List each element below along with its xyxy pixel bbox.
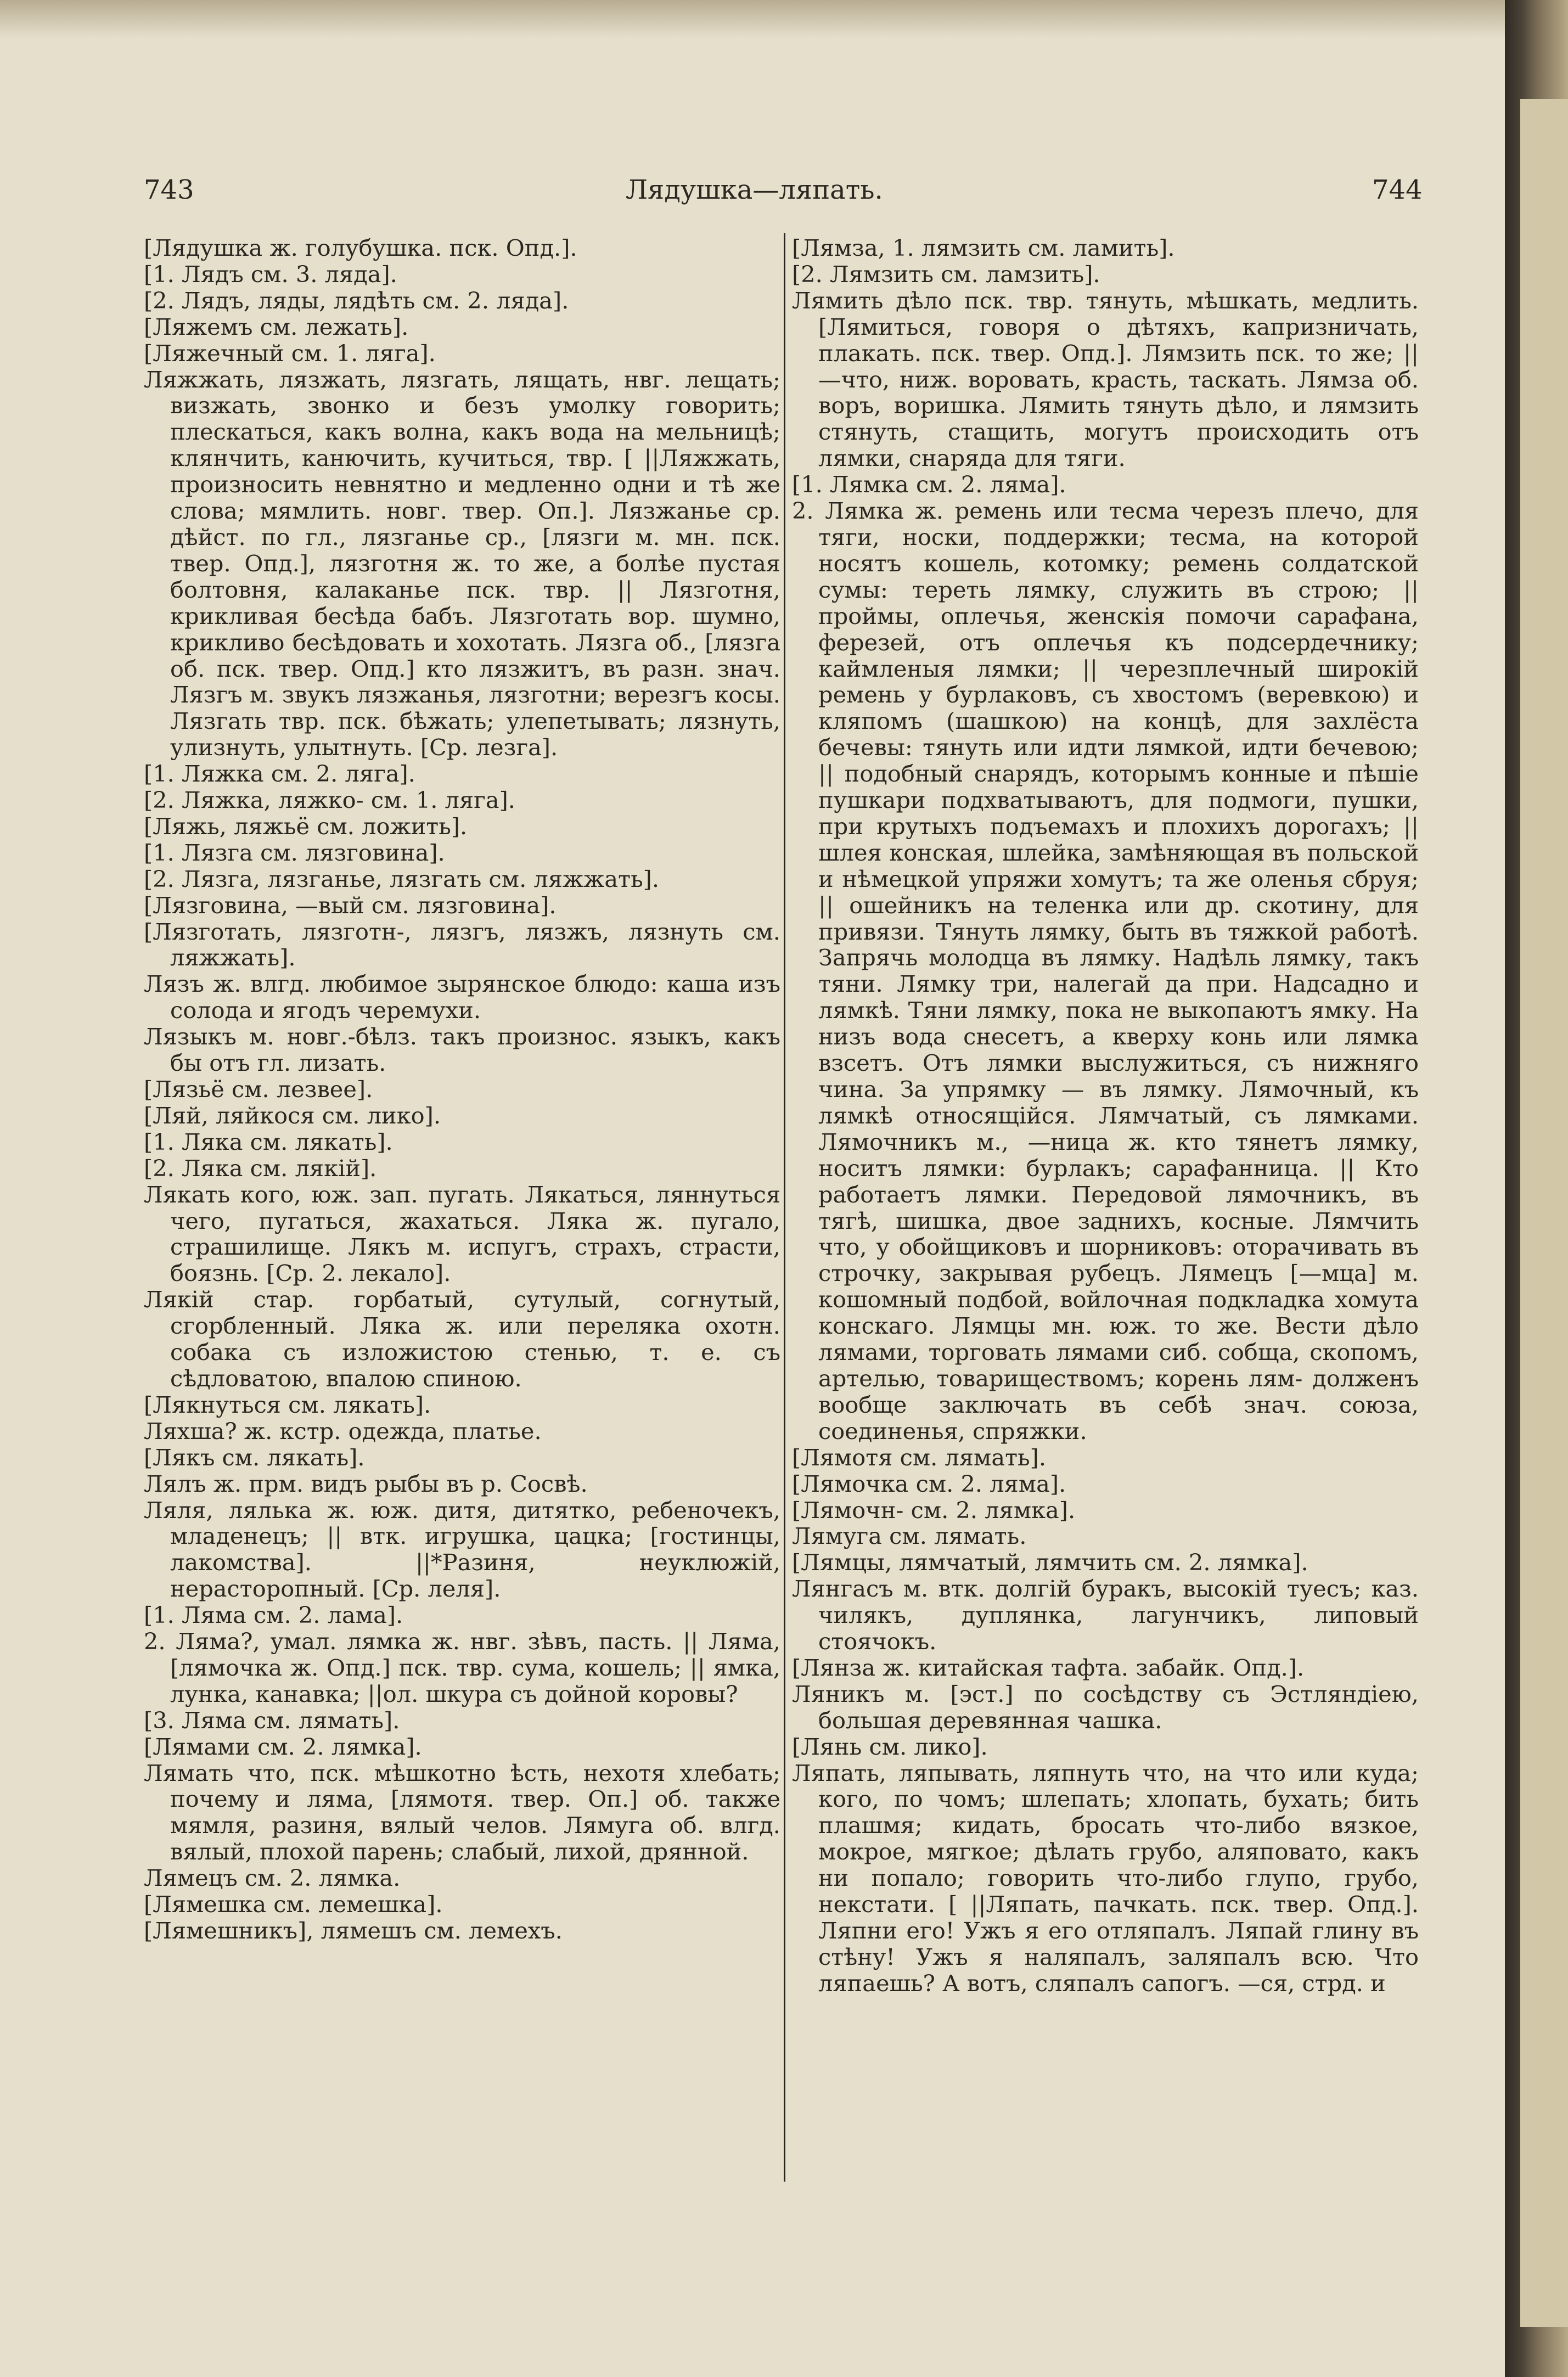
dictionary-entry: [Лямешникъ], лямешъ см. лемехъ. <box>144 1917 563 1944</box>
page-number-right: 744 <box>1372 175 1423 205</box>
dictionary-entry: Лякій стар. горбатый, сутулый, согнутый, сгорбленный. Ляка ж. или переляка охотн. собака съ изложистою стенью, т. е. съ сѣдловатою, впалою спиною. <box>144 1286 780 1392</box>
dictionary-entry: [1. Лямка см. 2. ляма]. <box>792 471 1066 498</box>
dictionary-entry: [Лязготать, лязготн-, лязгъ, лязжъ, лязнуть см. ляжжать]. <box>144 918 780 971</box>
dictionary-entry: 2. Ляма?, умал. лямка ж. нвг. зѣвъ, пасть. || Ляма, [лямочка ж. Опд.] пск. твр. сума, кошель; || ямка, лунка, канавка; ||ол. шкура съ дойной коровы? <box>144 1628 780 1707</box>
dictionary-entry: [Ляжечный см. 1. ляга]. <box>144 339 436 367</box>
left-column <box>144 235 780 1944</box>
column-divider <box>784 233 785 2182</box>
dictionary-entry: [1. Лязга см. лязговина]. <box>144 839 445 866</box>
dictionary-entry: [Лямами см. 2. лямка]. <box>144 1733 422 1760</box>
dictionary-entry: Лямецъ см. 2. лямка. <box>144 1864 401 1892</box>
adjacent-page-edge <box>1520 99 1568 2327</box>
dictionary-entry: [2. Лядъ, ляды, лядѣть см. 2. ляда]. <box>144 286 569 314</box>
dictionary-entry: Лямать что, пск. мѣшкотно ѣсть, нехотя хлебать; почему и ляма, [лямотя. твер. Оп.] об. также мямля, разиня, вялый челов. Лямуга об. влгд. вялый, плохой парень; слабый, лихой, дрянной. <box>144 1759 780 1865</box>
dictionary-entry: [1. Ляма см. 2. лама]. <box>144 1601 403 1629</box>
dictionary-entry: [2. Лязга, лязганье, лязгать см. ляжжать]. <box>144 865 660 892</box>
dictionary-entry: [1. Ляка см. лякать]. <box>144 1128 393 1155</box>
dictionary-entry: [2. Ляка см. лякій]. <box>144 1154 377 1182</box>
dictionary-entry: Ляпать, ляпывать, ляпнуть что, на что или куда; кого, по чомъ; шлепать; хлопать, бухать; бить плашмя; кидать, бросать что-либо вязкое, мокрое, мягкое; дѣлать грубо, аляповато, какъ ни попало; говорить что-либо глупо, грубо, некстати. [ ||Ляпать, пачкать. пск. твер. Опд.]. Ляпни его! Ужъ я его отляпалъ. Ляпай глину въ стѣну! Ужъ я наляпалъ, заляпалъ всю. Что ляпаешь? А вотъ, сляпалъ сапогъ. —ся, стрд. и <box>792 1759 1419 1997</box>
dictionary-entry: Ляжжать, лязжать, лязгать, лящать, нвг. лещать; визжать, звонко и безъ умолку говорить; плескаться, какъ волна, какъ вода на мельницѣ; клянчить, канючить, кучиться, твр. [ ||Ляжжать, произносить невнятно и медленно одни и тѣ же слова; мямлить. новг. твер. Оп.]. Лязжанье ср. дѣйст. по гл., лязганье ср., [лязги м. мн. пск. твер. Опд.], лязготня ж. то же, а болѣе пустая болтовня, калаканье пск. твр. || Лязготня, крикливая бесѣда бабъ. Лязготать вор. шумно, крикливо бесѣдовать и хохотать. Лязга об., [лязга об. пск. твер. Опд.] кто лязжитъ, въ разн. знач. Лязгъ м. звукъ лязжанья, лязготни; верезгъ косы. Лязгать твр. пск. бѣжать; улепетывать; лязнуть, улизнуть, улытнуть. [Ср. лезга]. <box>144 366 780 761</box>
right-column <box>792 235 1419 1997</box>
dictionary-entry: Лямуга см. лямать. <box>792 1522 1027 1550</box>
dictionary-entry: 2. Лямка ж. ремень или тесма черезъ плечо, для тяги, носки, поддержки; тесма, на которой носятъ кошель, котомку; ремень солдатской сумы: тереть лямку, служить въ строю; || проймы, оплечья, женскія помочи сарафана, ферезей, отъ оплечья къ подсердечнику; каймленыя лямки; || черезплечный широкій ремень у бурлаковъ, съ хвостомъ (веревкою) и кляпомъ (шашкою) на концѣ, для захлёста бечевы: тянуть или идти лямкой, идти бечевою; || подобный снарядъ, которымъ конные и пѣшіе пушкари подхватываютъ, для подмоги, пушки, при крутыхъ подъемахъ и плохихъ дорогахъ; || шлея конская, шлейка, замѣняющая въ польской и нѣмецкой упряжи хомутъ; та же оленья сбруя; || ошейникъ на теленка или др. скотину, для привязи. Тянуть лямку, быть въ тяжкой работѣ. Запрячь молодца въ лямку. Надѣль лямку, такъ тяни. Лямку три, налегай да при. Надсадно и лямкѣ. Тяни лямку, пока не выкопаютъ ямку. На низъ вода снесетъ, а кверху конь или лямка взсетъ. Отъ лямки выслужиться, съ нижняго чина. За упрямку — въ лямку. Лямочный, къ лямкѣ относящійся. Лямчатый, съ лямками. Лямочникъ м., —ница ж. кто тянетъ лямку, носитъ лямки: бурлакъ; сарафанница. || Кто работаетъ лямки. Передовой лямочникъ, въ тягѣ, шишка, двое заднихъ, косные. Лямчить что, у обойщиковъ и шорниковъ: оторачивать въ строчку, закрывая рубецъ. Лямецъ [—мца] м. кошомный подбой, войлочная подкладка хомута конскаго. Лямцы мн. юж. то же. Вести дѣло лямами, торговать лямами сиб. собща, скопомъ, артелью, товариществомъ; корень лям- долженъ вообще заключать въ себѣ знач. союза, соединенья, спряжки. <box>792 497 1419 1445</box>
dictionary-entry: [Лязьё см. лезвее]. <box>144 1076 373 1103</box>
dictionary-entry: [Лядушка ж. голубушка. пск. Опд.]. <box>144 234 577 261</box>
dictionary-entry: Лянгасъ м. втк. долгій буракъ, высокій туесъ; каз. чилякъ, дуплянка, лагунчикъ, липовый стоячокъ. <box>792 1575 1419 1655</box>
dictionary-entry: [2. Лямзить см. ламзить]. <box>792 260 1100 288</box>
dictionary-entry: [Лямцы, лямчатый, лямчить см. 2. лямка]. <box>792 1549 1308 1576</box>
dictionary-entry: [1. Лядъ см. 3. ляда]. <box>144 260 397 288</box>
dictionary-entry: [Лямешка см. лемешка]. <box>144 1891 443 1918</box>
dictionary-entry: Лякать кого, юж. зап. пугать. Лякаться, ляннуться чего, пугаться, жахаться. Ляка ж. пугало, страшилище. Лякъ м. испугъ, страхъ, страсти, боязнь. [Ср. 2. лекало]. <box>144 1181 780 1287</box>
page-title: Лядушка—ляпать. <box>626 175 883 205</box>
dictionary-entry: Лязыкъ м. новг.-бѣлз. такъ произнос. языкъ, какъ бы отъ гл. лизать. <box>144 1023 780 1077</box>
dictionary-entry: Лязъ ж. влгд. любимое зырянское блюдо: каша изъ солода и ягодъ черемухи. <box>144 970 780 1024</box>
dictionary-entry: [Лямотя см. лямать]. <box>792 1443 1047 1471</box>
dictionary-entry: [Лязговина, —вый см. лязговина]. <box>144 891 557 919</box>
dictionary-entry: [Лянь см. лико]. <box>792 1733 988 1760</box>
dictionary-entry: [Ляй, ляйкося см. лико]. <box>144 1102 441 1129</box>
dictionary-entry: [Лякъ см. лякать]. <box>144 1443 365 1471</box>
dictionary-entry: [1. Ляжка см. 2. ляга]. <box>144 760 415 788</box>
dictionary-entry: Ляля, лялька ж. юж. дитя, дитятко, ребеночекъ, младенецъ; || втк. игрушка, цацка; [гостинцы, лакомства]. ||*Разиня, неуклюжій, нерасторопный. [Ср. леля]. <box>144 1496 780 1603</box>
dictionary-entry: [3. Ляма см. лямать]. <box>144 1706 400 1734</box>
dictionary-entry: [Лямочн- см. 2. лямка]. <box>792 1496 1076 1524</box>
page-top-shadow <box>0 0 1505 38</box>
page-number-left: 743 <box>144 175 194 205</box>
dictionary-entry: [Лякнуться см. лякать]. <box>144 1391 431 1418</box>
dictionary-entry: Лямить дѣло пск. твр. тянуть, мѣшкать, медлить. [Лямиться, говоря о дѣтяхъ, капризничать, плакать. пск. твер. Опд.]. Лямзить пск. то же; || —что, ниж. воровать, красть, таскать. Лямза об. воръ, воришка. Лямить тянуть дѣло, и лямзить стянуть, стащить, могутъ происходить отъ лямки, снаряда для тяги. <box>792 286 1419 472</box>
dictionary-entry: [Ляжь, ляжьё см. ложить]. <box>144 812 468 840</box>
dictionary-entry: Ляникъ м. [эст.] по сосѣдству съ Эстляндіею, большая деревянная чашка. <box>792 1680 1419 1734</box>
dictionary-entry: [Лямочка см. 2. ляма]. <box>792 1470 1066 1497</box>
dictionary-entry: [2. Ляжка, ляжко- см. 1. ляга]. <box>144 786 515 814</box>
dictionary-entry: Лялъ ж. прм. видъ рыбы въ р. Сосвѣ. <box>144 1470 588 1497</box>
dictionary-entry: [Лямза, 1. лямзить см. ламить]. <box>792 234 1175 261</box>
dictionary-entry: Ляхша? ж. кстр. одежда, платье. <box>144 1417 542 1445</box>
dictionary-entry: [Ляжемъ см. лежать]. <box>144 313 409 340</box>
dictionary-entry: [Лянза ж. китайская тафта. забайк. Опд.]. <box>792 1654 1305 1681</box>
